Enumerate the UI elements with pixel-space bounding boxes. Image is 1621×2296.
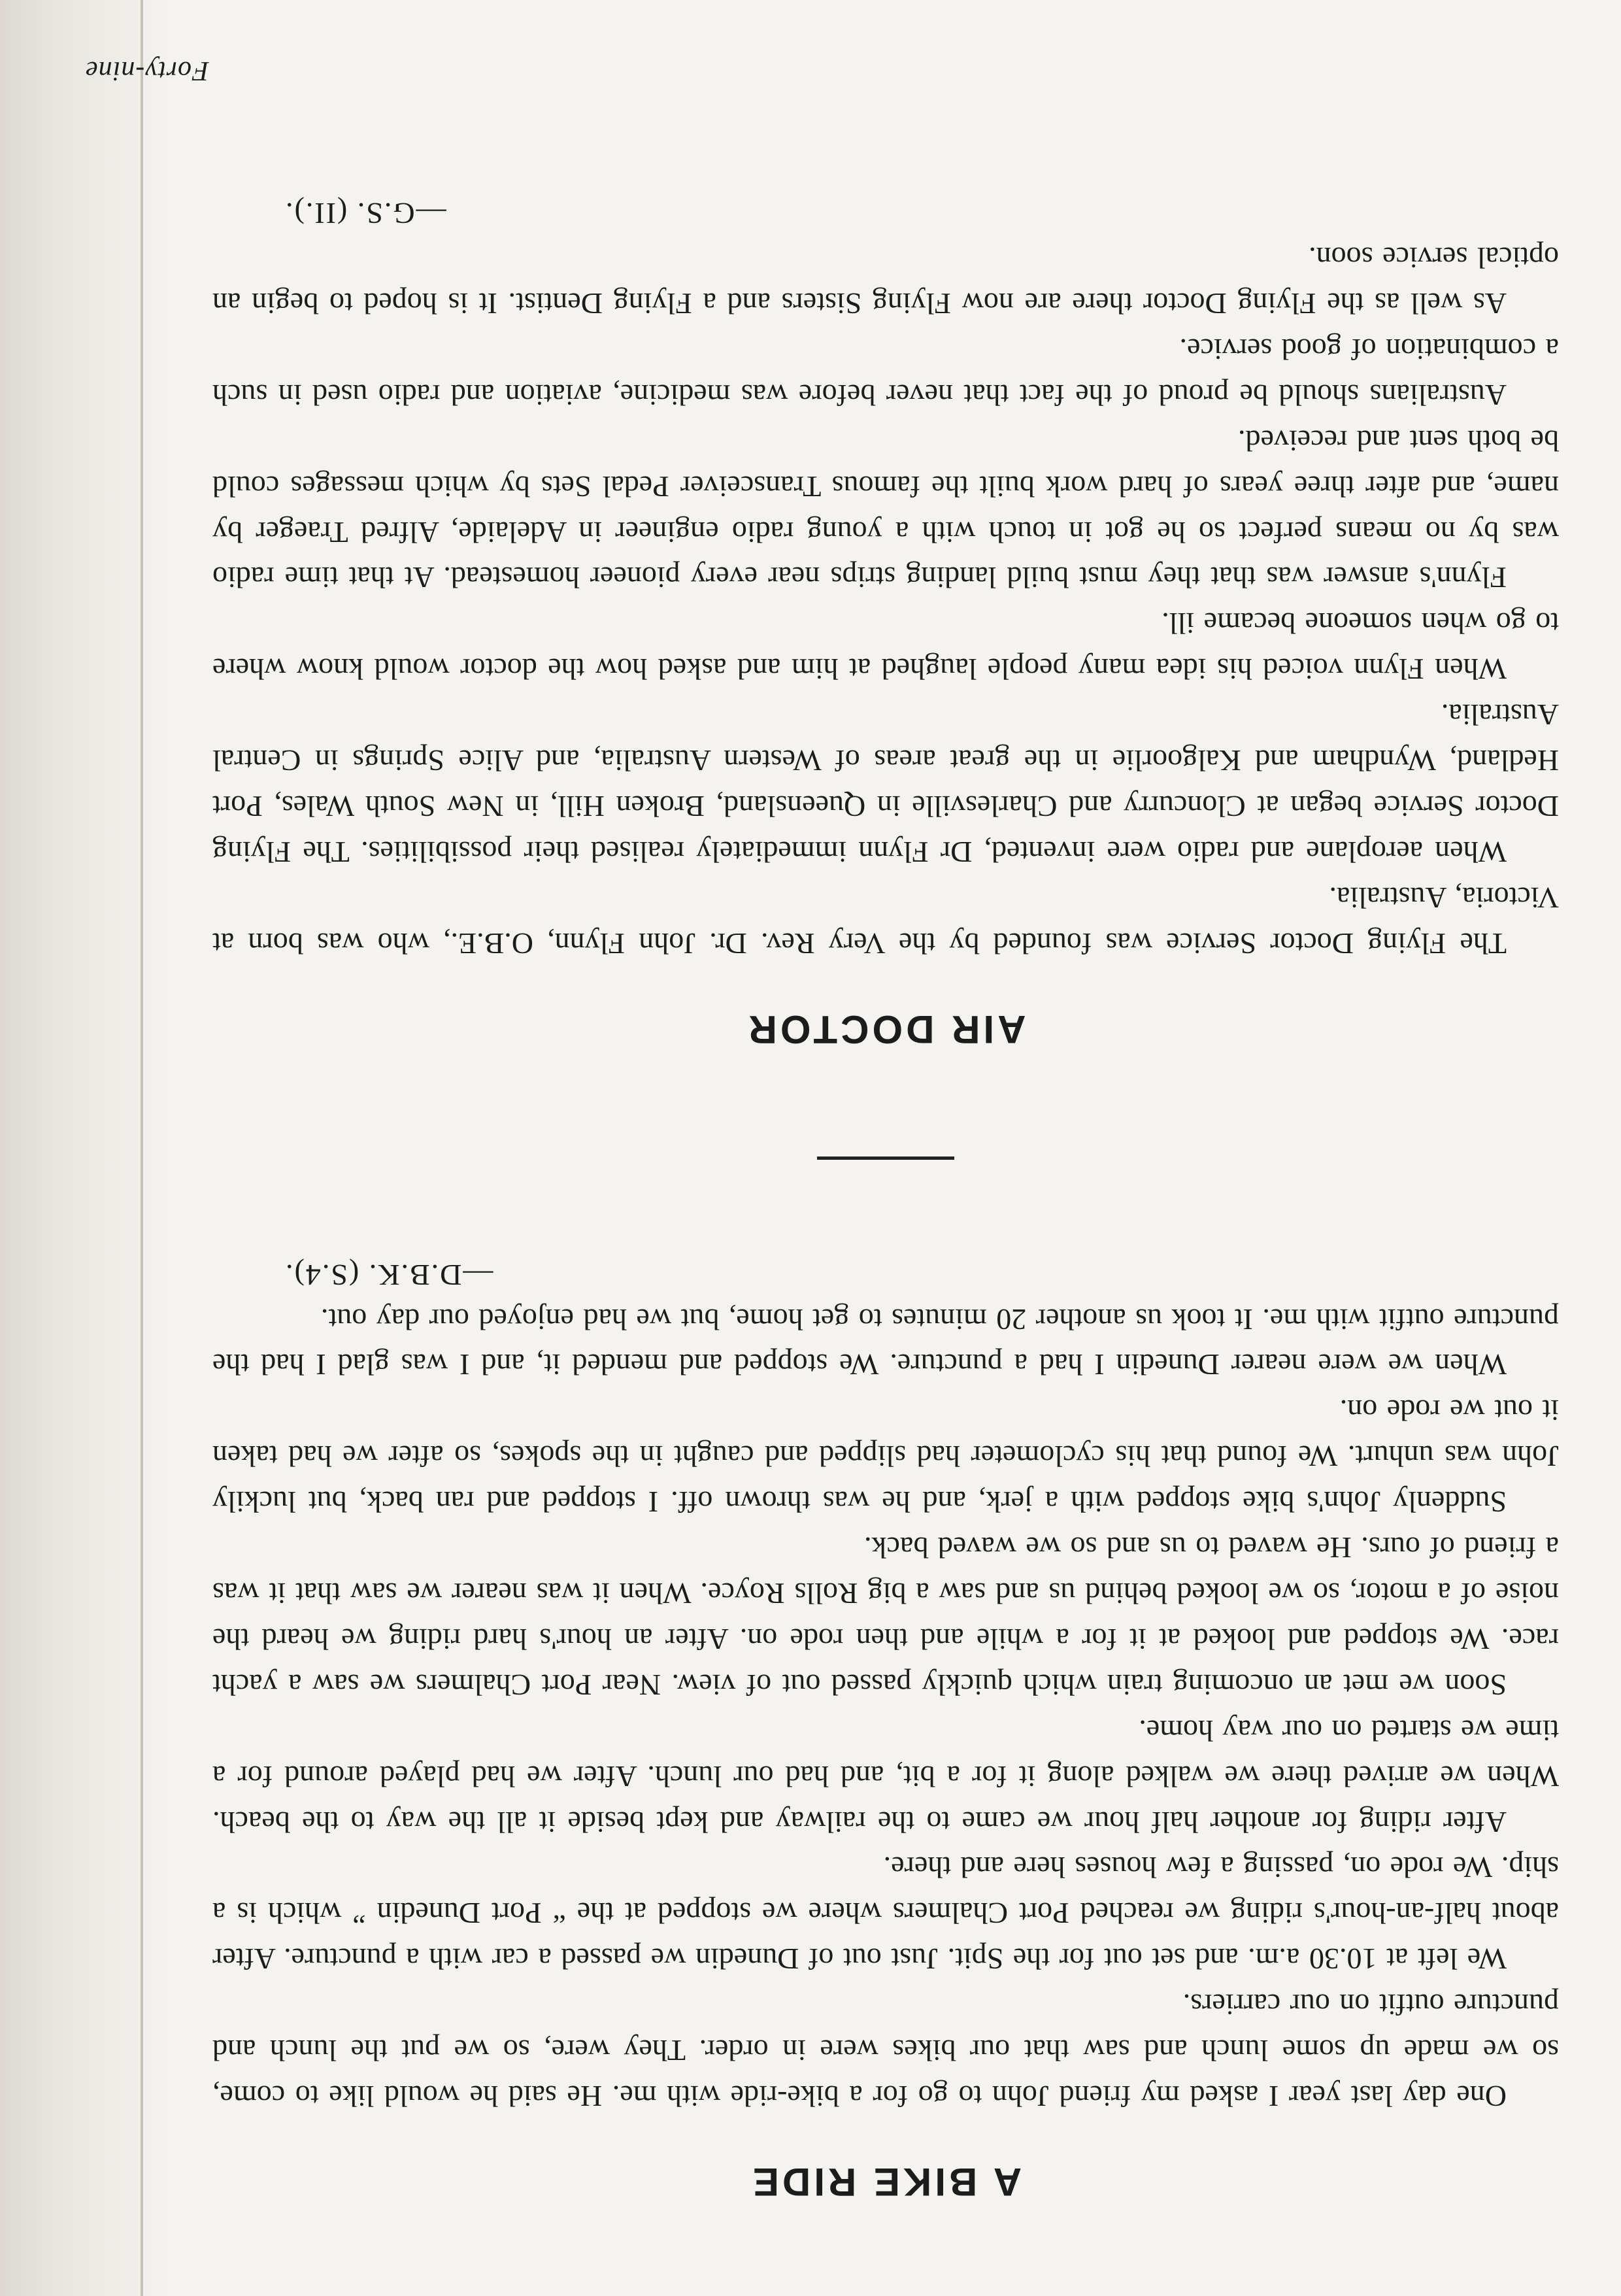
article-paragraph: Soon we met an oncoming train which quickly passed out of view. Near Port Chalmers we saw a yacht race. We stopped and looked at it for a while and then rode on. After an hour's hard riding we heard the noise of a motor, so we looked behind us and saw a big Rolls Royce. When it was nearer we saw that it was a friend of ours. He waved to us and so we waved back. [212, 1531, 1559, 1702]
article-paragraph: As well as the Flying Doctor there are now Flying Sisters and a Flying Dentist. It is hoped to begin an optical service soon. [212, 241, 1559, 320]
page-content [212, 196, 1559, 2204]
article-paragraph: Australians should be proud of the fact that never before was medicine, aviation and radio used in such a combination of good service. [212, 332, 1559, 412]
article-title: A BIKE RIDE [749, 2160, 1022, 2204]
author-signature: —D.B.K. (S.4). [284, 1258, 493, 1292]
article-title: AIR DOCTOR [745, 1007, 1026, 1051]
binding-shadow [0, 0, 170, 2296]
article-paragraph: After riding for another half hour we came to the railway and kept beside it all the way to the beach. When we arrived there we walked along it for a bit, and had our lunch. After we had played around for a time we started on our way home. [212, 1714, 1559, 1839]
article-paragraph: We left at 10.30 a.m. and set out for the Spit. Just out of Dunedin we passed a car with a puncture. After about half-an-hour's riding we reached Port Chalmers where we stopped at the “ Port Dunedin ” which is a ship. We rode on, passing a few houses here and there. [212, 1851, 1559, 1976]
article-paragraph: The Flying Doctor Service was founded by the Very Rev. Dr. John Flynn, O.B.E., who was born at Victoria, Australia. [212, 881, 1559, 960]
section-divider [817, 1156, 954, 1160]
article-paragraph: Flynn's answer was that they must build landing strips near every pioneer homestead. At that time radio was by no means perfect so he got in touch with a young radio engineer in Adelaide, Alfred Traeger by name, and after three years of hard work built the famous Transceiver Pedal Sets by which messages could be both sent and received. [212, 424, 1559, 595]
author-signature: —G.S. (II.). [284, 197, 446, 231]
binding-line [141, 0, 143, 2296]
article-paragraph: Suddenly John's bike stopped with a jerk, and he was thrown off. I stopped and ran back, but luckily John was unhurt. We found that his cyclometer had slipped and caught in the spokes, so after we had taken it out we rode on. [212, 1394, 1559, 1519]
article-paragraph: When we were nearer Dunedin I had a puncture. We stopped and mended it, and I was glad I had the puncture outfit with me. It took us another 20 minutes to get home, but we had enjoyed our day out. [212, 1302, 1559, 1382]
article-paragraph: When aeroplane and radio were invented, Dr Flynn immediately realised their possibilities. The Flying Doctor Service began at Cloncurry and Charlesville in Queensland, Broken Hill, in New South Wales, Port Hedland, Wyndham and Kalgoorlie in the great areas of Western Australia, and Alice Springs in Central Australia. [212, 698, 1559, 869]
page-number: Forty-nine [85, 56, 209, 86]
article-paragraph: When Flynn voiced his idea many people laughed at him and asked how the doctor would know where to go when someone became ill. [212, 607, 1559, 686]
article-paragraph: One day last year I asked my friend John to go for a bike-ride with me. He said he would like to come, so we made up some lunch and saw that our bikes were in order. They were, so we put the lunch and puncture outfit on our carriers. [212, 1988, 1559, 2113]
